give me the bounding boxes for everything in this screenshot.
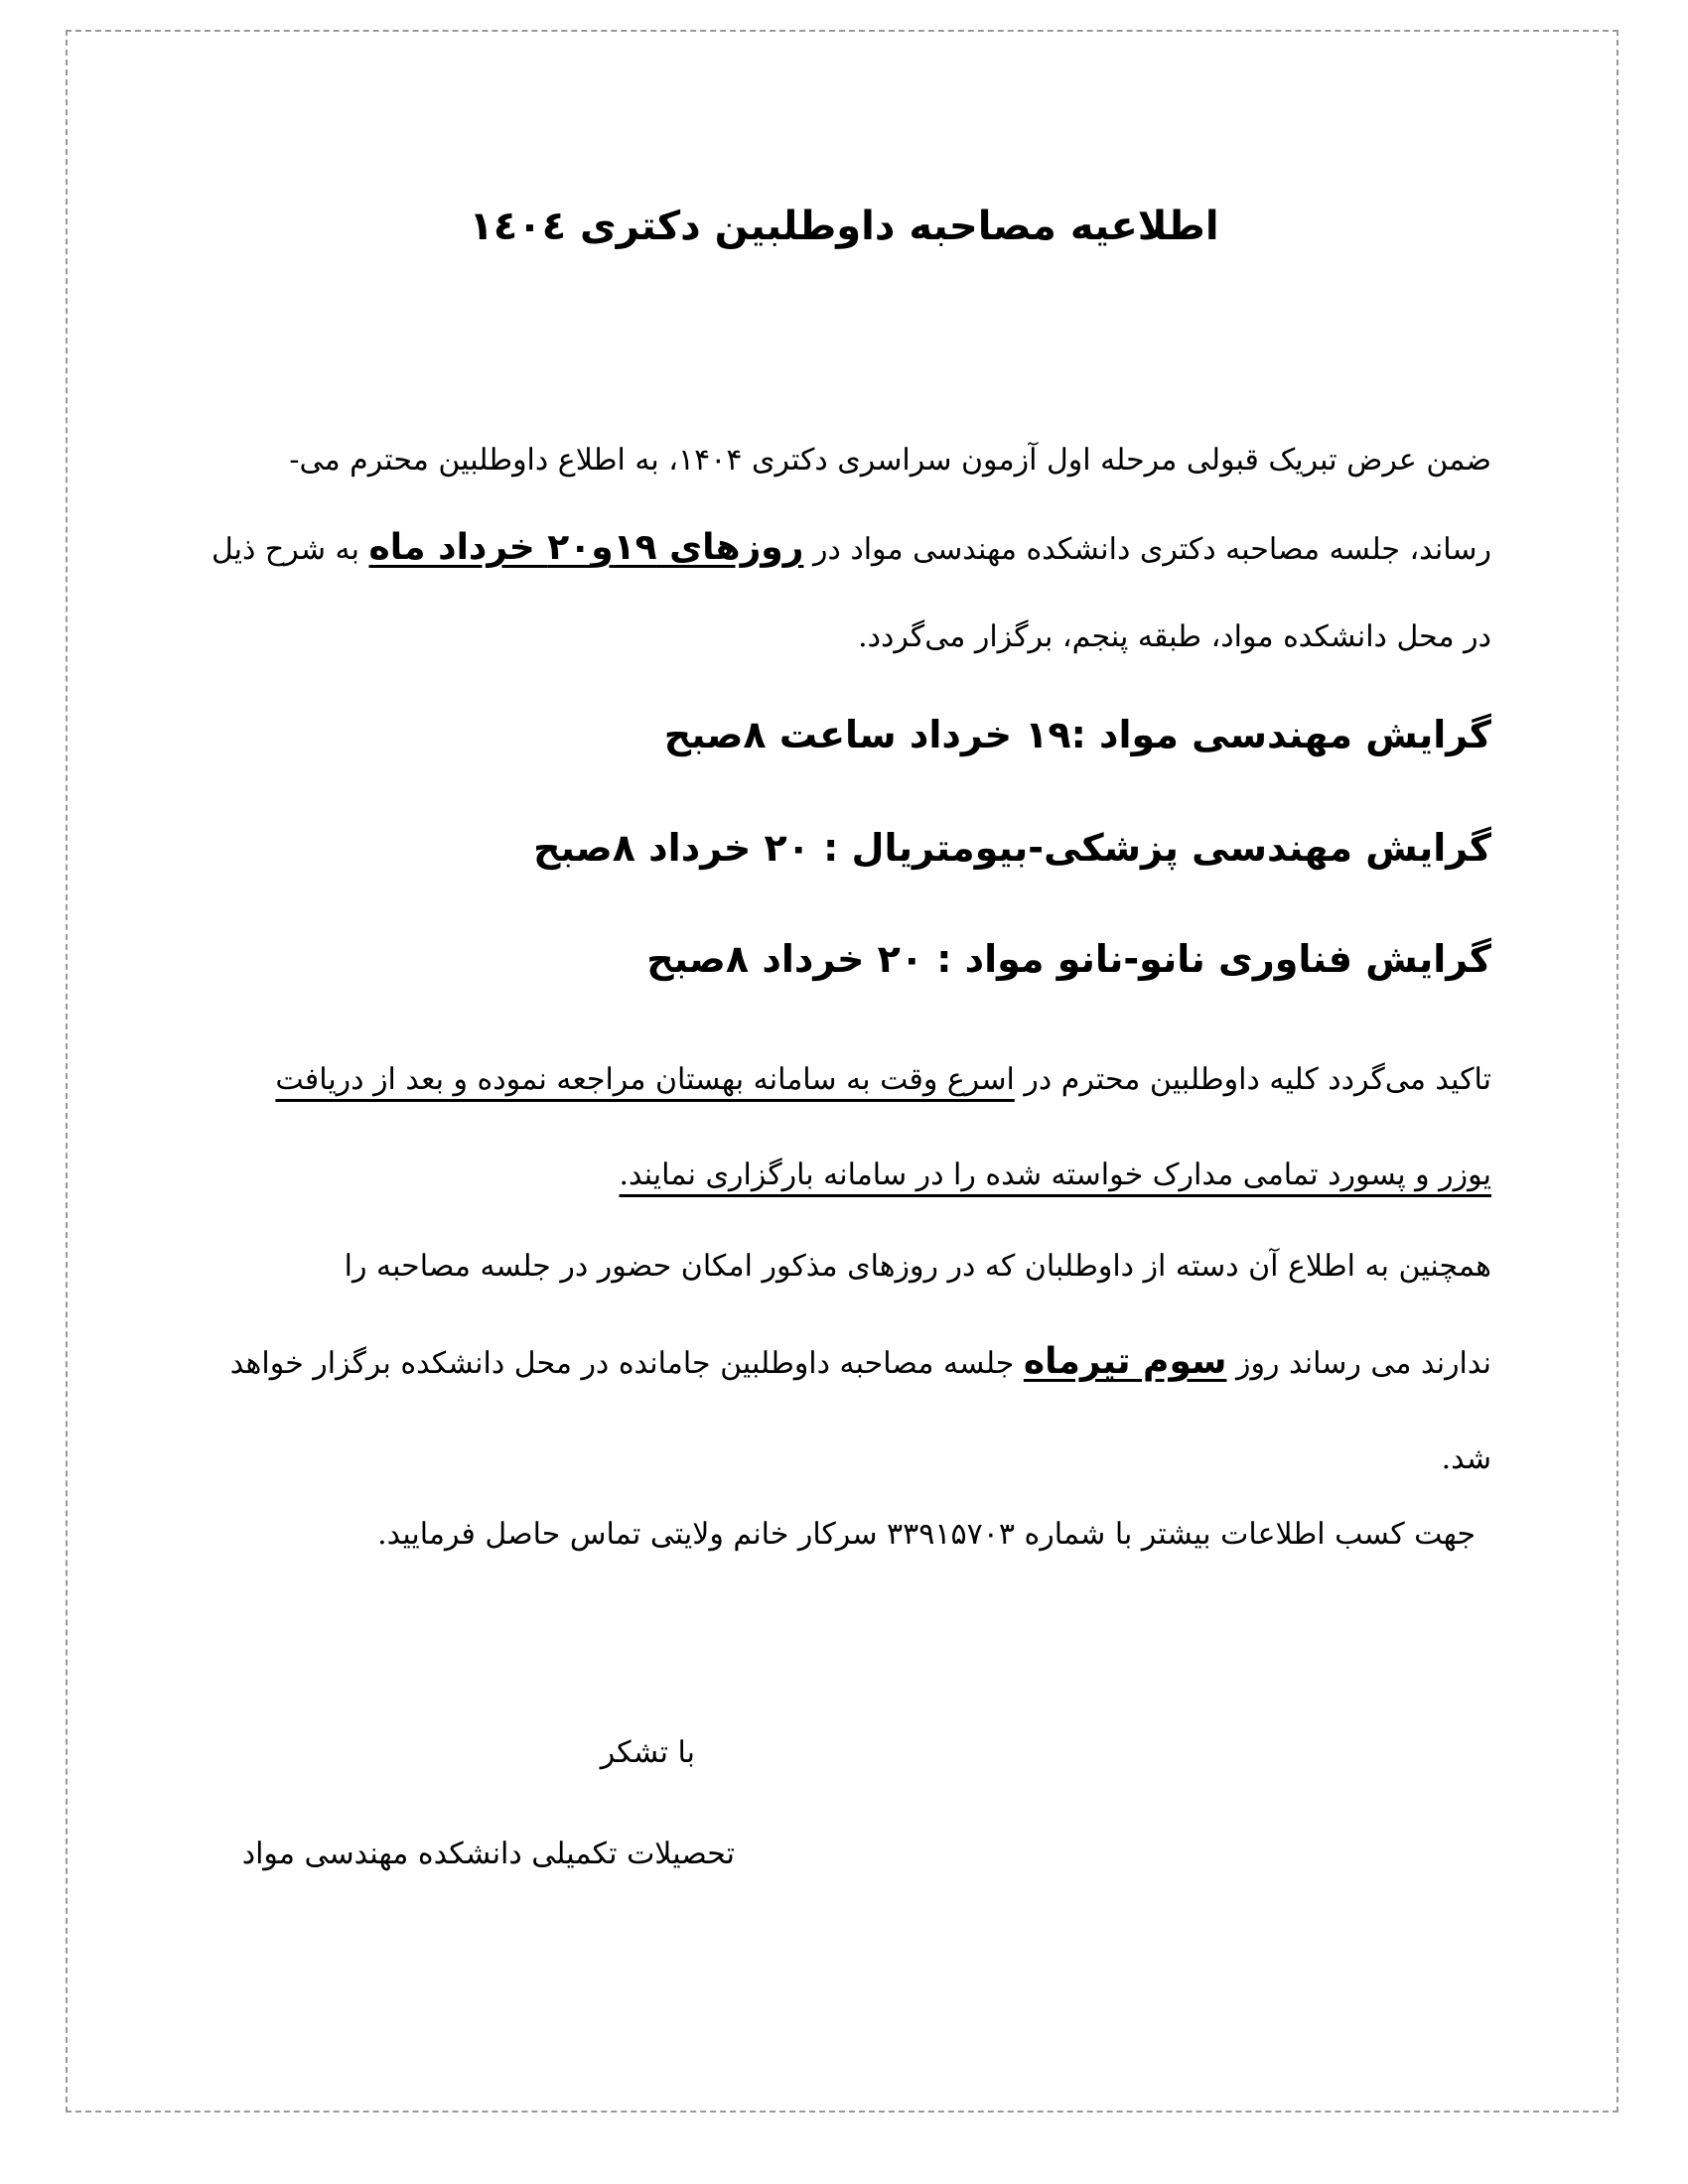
absentees-line-2 bbox=[199, 1314, 1491, 1412]
schedule-item-nano: گرایش فناوری نانو-نانو مواد : ۲۰ خرداد ۸صبح bbox=[646, 937, 1491, 981]
intro-line-2-end: به شرح ذیل bbox=[211, 532, 359, 567]
registration-line-1-start: تاکید می‌گردد کلیه داوطلبین محترم در bbox=[1024, 1062, 1491, 1097]
page-title: اطلاعیه مصاحبه داوطلبین دکتری ۱٤۰٤ bbox=[469, 204, 1219, 249]
interview-dates-emphasis: روزهای ۱۹و۲۰ خرداد ماه bbox=[368, 527, 804, 568]
intro-line-2-start: رساند، جلسه مصاحبه دکتری دانشکده مهندسی مواد در bbox=[812, 532, 1491, 567]
registration-underlined-text: اسرع وقت به سامانه بهستان مراجعه نموده و بعد از دریافت bbox=[275, 1062, 1015, 1097]
registration-line-1 bbox=[199, 1032, 1491, 1128]
absentees-line-2-start: ندارند می رساند روز bbox=[1235, 1346, 1491, 1381]
signature: تحصیلات تکمیلی دانشکده مهندسی مواد bbox=[241, 1837, 735, 1871]
registration-line-2 bbox=[199, 1128, 1491, 1223]
registration-line-2-text: یوزر و پسورد تمامی مدارک خواسته شده را در سامانه بارگزاری نمایند. bbox=[619, 1158, 1491, 1192]
makeup-date-emphasis: سوم تیرماه bbox=[1023, 1341, 1227, 1382]
schedule-item-materials: گرایش مهندسی مواد :۱۹ خرداد ساعت ۸صبح bbox=[663, 713, 1491, 756]
intro-line-1: ضمن عرض تبریک قبولی مرحله اول آزمون سراسری دکتری ۱۴۰۴، به اطلاع داوطلبین محترم می- bbox=[289, 443, 1491, 478]
intro-line-2 bbox=[199, 504, 1491, 594]
intro-line-3: در محل دانشکده مواد، طبقه پنجم، برگزار می‌گردد. bbox=[858, 619, 1491, 654]
absentees-paragraph bbox=[199, 1219, 1491, 1507]
absentees-line-2-end: جلسه مصاحبه داوطلبین جامانده در محل دانشکده برگزار خواهد bbox=[229, 1346, 1015, 1381]
intro-paragraph bbox=[199, 417, 1491, 681]
absentees-line-3: شد. bbox=[1441, 1441, 1491, 1476]
absentees-line-1: همچنین به اطلاع آن دسته از داوطلبان که در روزهای مذکور امکان حضور در جلسه مصاحبه را bbox=[344, 1249, 1491, 1284]
registration-paragraph bbox=[199, 1032, 1491, 1223]
closing-thanks: با تشکر bbox=[600, 1735, 695, 1770]
contact-info: جهت کسب اطلاعات بیشتر با شماره ۳۳۹۱۵۷۰۳ سرکار خانم ولایتی تماس حاصل فرمایید. bbox=[377, 1517, 1476, 1552]
schedule-item-biomaterials: گرایش مهندسی پزشکی-بیومتریال : ۲۰ خرداد ۸صبح bbox=[533, 826, 1491, 870]
